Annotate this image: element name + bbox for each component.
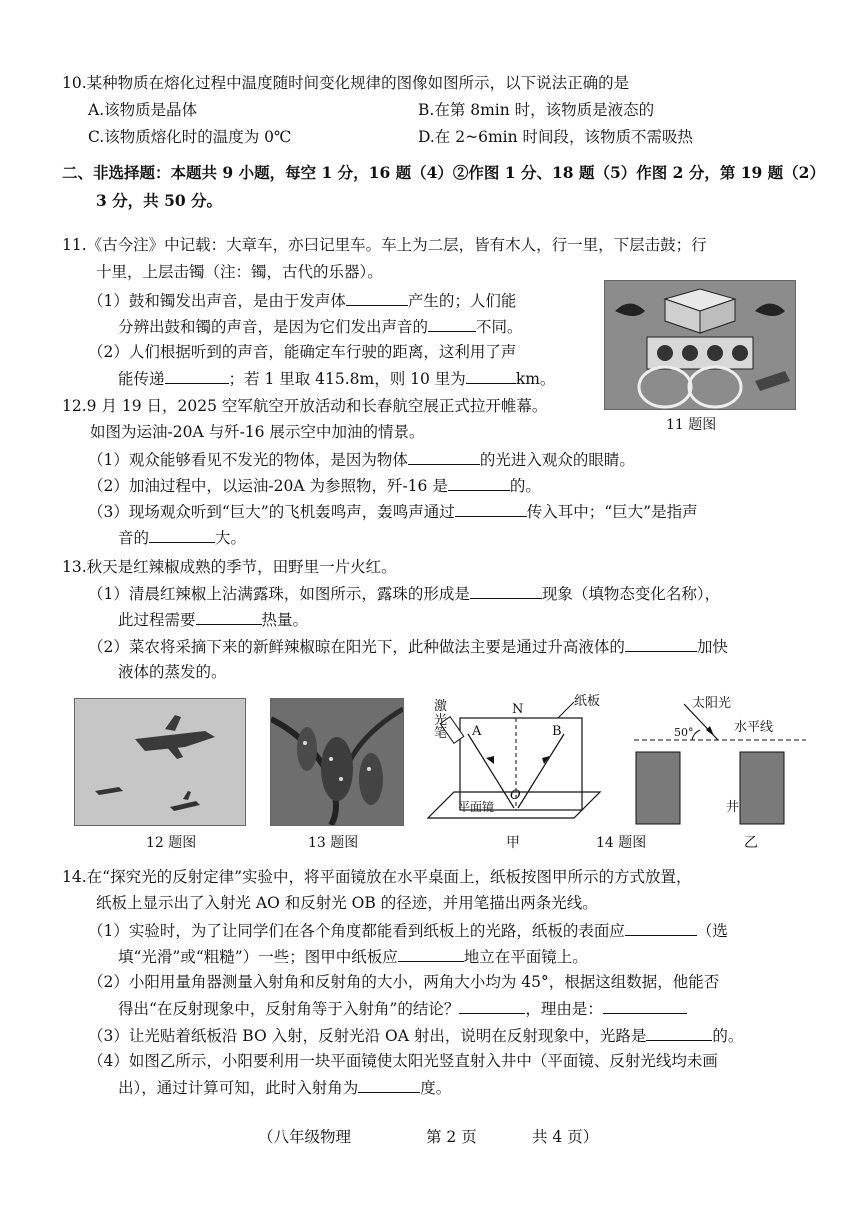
jia-board-label: 纸板 bbox=[574, 694, 601, 709]
q11-part2-line2: 能传递 ；若 1 里取 415.8m，则 10 里为 km。 bbox=[118, 370, 556, 388]
q14-part1-line2: 填“光滑”或“粗糙”）一些；图甲中纸板应 地立在平面镜上。 bbox=[118, 948, 588, 966]
jia-normal-label: N bbox=[512, 702, 524, 717]
jia-point-o-label: O bbox=[510, 788, 521, 803]
q12-line1: 12.9 月 19 日，2025 空军航空开放活动和长春航空展正式拉开帷幕。 bbox=[62, 397, 548, 415]
section2-heading-line2: 3 分，共 50 分。 bbox=[96, 191, 223, 210]
q11-part2-line1: （2）人们根据听到的声音，能确定车行驶的距离，这利用了声 bbox=[88, 343, 517, 361]
q11-line2: 十里，上层击镯（注：镯，古代的乐器）。 bbox=[96, 263, 383, 281]
q12-figure-caption: 12 题图 bbox=[146, 835, 197, 851]
q10-option-a: A.该物质是晶体 bbox=[88, 101, 198, 119]
q12-part3-line1: （3）现场观众听到“巨大”的飞机轰鸣声，轰鸣声通过 传入耳中；“巨大”是指声 bbox=[88, 503, 698, 521]
q11-figure-image bbox=[604, 280, 796, 410]
footer-subject: （八年级物理 bbox=[258, 1128, 352, 1146]
q14-part2-line2: 得出“在反射现象中，反射角等于入射角”的结论？ ，理由是： bbox=[118, 999, 687, 1019]
q12-figure-image bbox=[74, 698, 246, 826]
q10-stem: 10.某种物质在熔化过程中温度随时间变化规律的图像如图所示，以下说法正确的是 bbox=[62, 74, 630, 92]
footer-page-number: 第 2 页 bbox=[426, 1128, 477, 1146]
yi-angle-label: 50° bbox=[674, 726, 694, 739]
q14-part4-line1: （4）如图乙所示，小阳要利用一块平面镜使太阳光竖直射入井中（平面镜、反射光线均未画 bbox=[88, 1052, 718, 1070]
footer-total-pages: 共 4 页） bbox=[532, 1128, 599, 1146]
q12-part1: （1）观众能够看见不发光的物体，是因为物体 的光进入观众的眼睛。 bbox=[88, 451, 635, 469]
q14-part3: （3）让光贴着纸板沿 BO 入射，反射光沿 OA 射出，说明在反射现象中，光路是 的。 bbox=[88, 1027, 744, 1045]
q13-part2-line2: 液体的蒸发的。 bbox=[118, 663, 227, 681]
figure-jia bbox=[424, 694, 604, 826]
q12-part3-line2: 音的 大。 bbox=[118, 529, 247, 547]
q12-part2: （2）加油过程中，以运油-20A 为参照物，歼-16 是 的。 bbox=[88, 477, 541, 495]
q11-line1: 11.《古今注》中记载：大章车，亦曰记里车。车上为二层，皆有木人，行一里，下层击鼓；行 bbox=[62, 236, 707, 254]
yi-well-label: 井 bbox=[726, 800, 740, 815]
q13-line1: 13.秋天是红辣椒成熟的季节，田野里一片火红。 bbox=[62, 558, 397, 576]
q14-part2-line1: （2）小阳用量角器测量入射角和反射角的大小，两角大小均为 45°，根据这组数据，他能否 bbox=[88, 973, 720, 991]
jia-laser-label: 激光笔 bbox=[434, 699, 448, 742]
figure-yi-caption: 乙 bbox=[744, 835, 758, 851]
yi-sun-label: 太阳光 bbox=[692, 696, 732, 711]
q14-figure-caption: 14 题图 bbox=[596, 835, 647, 851]
jia-point-a-label: A bbox=[472, 724, 482, 739]
q10-option-d: D.在 2~6min 时间段，该物质不需吸热 bbox=[418, 128, 694, 146]
q11-part1-line2: 分辨出鼓和镯的声音，是因为它们发出声音的 不同。 bbox=[118, 318, 523, 336]
q13-figure-caption: 13 题图 bbox=[308, 835, 359, 851]
figure-jia-caption: 甲 bbox=[506, 835, 520, 851]
q13-part1-line2: 此过程需要 热量。 bbox=[118, 611, 309, 629]
jia-point-b-label: B bbox=[552, 724, 562, 739]
q14-line1: 14.在“探究光的反射定律”实验中，将平面镜放在水平桌面上，纸板按图甲所示的方式放置， bbox=[62, 868, 692, 886]
q14-line2: 纸板上显示出了入射光 AO 和反射光 OB 的径迹，并用笔描出两条光线。 bbox=[96, 894, 598, 912]
yi-horizon-label: 水平线 bbox=[734, 720, 774, 735]
q13-part2-line1: （2）菜农将采摘下来的新鲜辣椒晾在阳光下，此种做法主要是通过升高液体的 加快 bbox=[88, 638, 728, 656]
figure-yi bbox=[630, 696, 810, 826]
q10-option-b: B.在第 8min 时，该物质是液态的 bbox=[418, 101, 655, 119]
section2-heading-line1: 二、非选择题：本题共 9 小题，每空 1 分，16 题（4）②作图 1 分、18 题（5）作图 2 分，第 19 题（2） bbox=[62, 163, 825, 182]
q11-part1-line1: （1）鼓和镯发出声音，是由于发声体 产生的；人们能 bbox=[88, 292, 517, 310]
q13-part1-line1: （1）清晨红辣椒上沾满露珠，如图所示，露珠的形成是 现象（填物态变化名称）， bbox=[88, 585, 721, 603]
q11-figure-caption: 11 题图 bbox=[666, 417, 717, 433]
q10-option-c: C.该物质熔化时的温度为 0℃ bbox=[88, 128, 292, 146]
q14-part4-line2: 出），通过计算可知，此时入射角为 度。 bbox=[118, 1079, 452, 1097]
q14-part1-line1: （1）实验时，为了让同学们在各个角度都能看到纸板上的光路，纸板的表面应 （选 bbox=[88, 922, 728, 940]
jia-mirror-label: 平面镜 bbox=[458, 800, 495, 814]
q12-line2: 如图为运油-20A 与歼-16 展示空中加油的情景。 bbox=[90, 423, 425, 441]
q13-figure-image bbox=[270, 698, 404, 826]
